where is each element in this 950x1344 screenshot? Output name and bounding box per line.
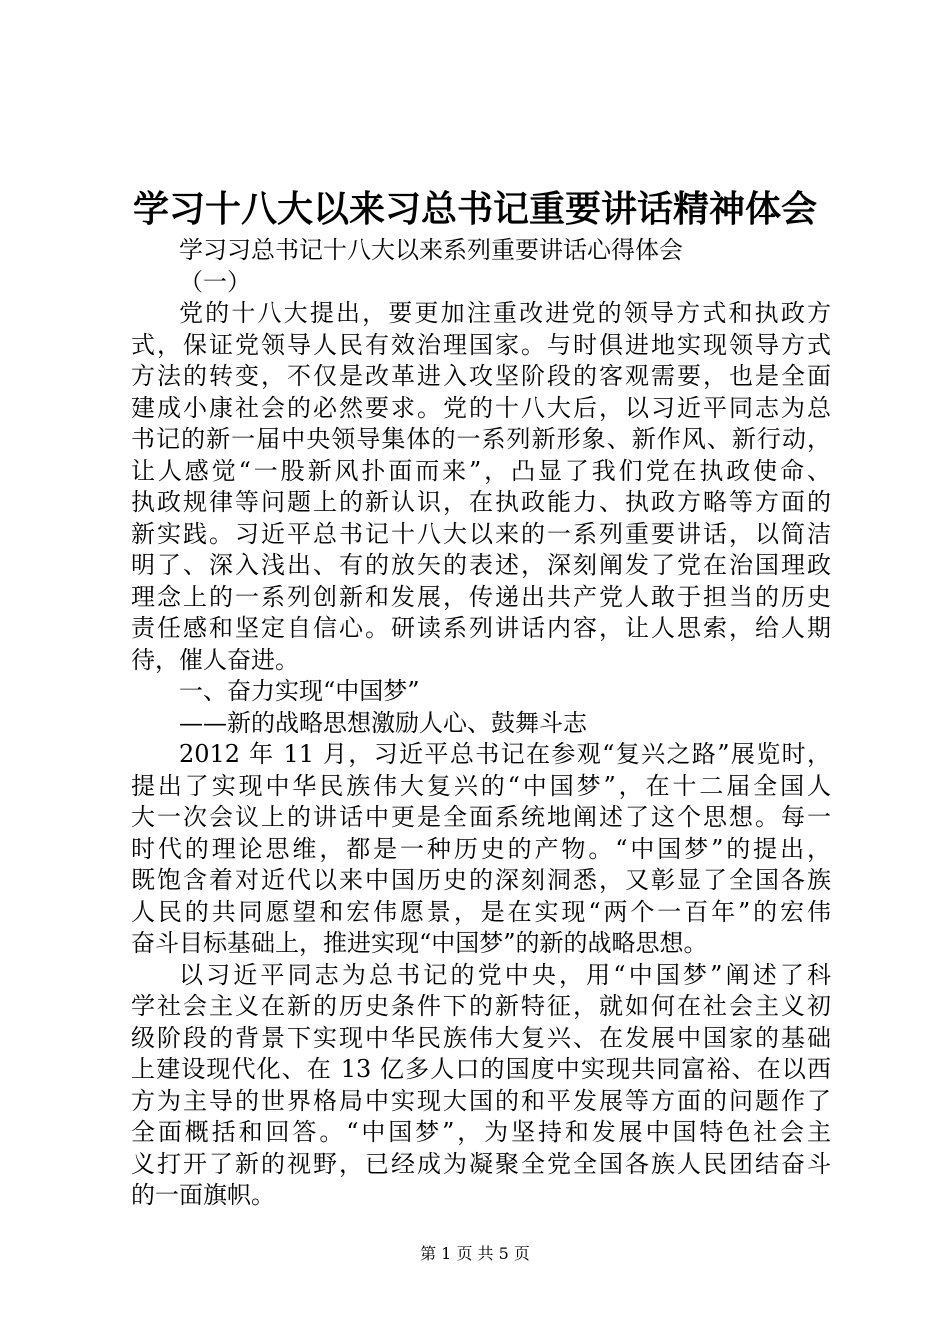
paragraph-line: 新实践。习近平总书记十八大以来的一系列重要讲话，以简洁	[131, 519, 831, 548]
paragraph-line: 式，保证党领导人民有效治理国家。与时俱进地实现领导方式	[131, 330, 831, 359]
section-heading: 一、奋力实现“中国梦”	[179, 677, 420, 705]
paragraph-line: 大一次会议上的讲话中更是全面系统地阐述了这个思想。每一	[131, 803, 831, 831]
paragraph-line: 执政规律等问题上的新认识，在执政能力、执政方略等方面的	[131, 488, 831, 516]
paragraph-line: 让人感觉“一股新风扑面而来”，凸显了我们党在执政使命、	[131, 456, 831, 485]
paragraph-line: 党的十八大提出，要更加注重改进党的领导方式和执政方	[179, 299, 831, 327]
paragraph-line: 级阶段的背景下实现中华民族伟大复兴、在发展中国家的基础	[131, 1023, 831, 1052]
document-title: 学习十八大以来习总书记重要讲话精神体会	[132, 189, 817, 230]
paragraph-line: 义打开了新的视野，已经成为凝聚全党全国各族人民团结奋斗	[131, 1149, 831, 1178]
paragraph-line: 人民的共同愿望和宏伟愿景，是在实现“两个一百年”的宏伟	[131, 897, 831, 926]
paragraph-line: 的一面旗帜。	[131, 1181, 275, 1209]
page-footer: 第 1 页 共 5 页	[420, 1244, 530, 1263]
paragraph-line: 责任感和坚定自信心。研读系列讲话内容，让人思索，给人期	[131, 614, 831, 642]
paragraph-line: 全面概括和回答。“中国梦”，为坚持和发展中国特色社会主	[131, 1118, 831, 1146]
paragraph-line: 以习近平同志为总书记的党中央，用“中国梦”阐述了科	[179, 960, 831, 989]
paragraph-line: 方为主导的世界格局中实现大国的和平发展等方面的问题作了	[131, 1086, 831, 1115]
paragraph-line: 理念上的一系列创新和发展，传递出共产党人敢于担当的历史	[131, 582, 831, 611]
paragraph-line: 建成小康社会的必然要求。党的十八大后，以习近平同志为总	[131, 393, 831, 422]
document-body	[131, 235, 831, 1212]
section-marker: （一）	[179, 267, 251, 296]
paragraph-line: 时代的理论思维，都是一种历史的产物。“中国梦”的提出，	[131, 834, 831, 863]
paragraph-line: 上建设现代化、在 13 亿多人口的国度中实现共同富裕、在以西	[131, 1055, 831, 1083]
paragraph-line: 既饱含着对近代以来中国历史的深刻洞悉，又彰显了全国各族	[131, 866, 831, 894]
paragraph-line: 学社会主义在新的历史条件下的新特征，就如何在社会主义初	[131, 992, 831, 1020]
paragraph-line: 待，催人奋进。	[131, 645, 299, 674]
paragraph-line: 2012 年 11 月，习近平总书记在参观“复兴之路”展览时，	[179, 740, 831, 768]
section-subheading: ——新的战略思想激励人心、鼓舞斗志	[179, 708, 587, 737]
paragraph-line: 奋斗目标基础上，推进实现“中国梦”的新的战略思想。	[131, 929, 708, 957]
paragraph-line: 方法的转变，不仅是改革进入攻坚阶段的客观需要，也是全面	[131, 362, 831, 390]
paragraph-line: 提出了实现中华民族伟大复兴的“中国梦”，在十二届全国人	[131, 771, 831, 800]
subtitle-line: 学习习总书记十八大以来系列重要讲话心得体会	[179, 236, 683, 264]
paragraph-line: 明了、深入浅出、有的放矢的表述，深刻阐发了党在治国理政	[131, 551, 831, 579]
paragraph-line: 书记的新一届中央领导集体的一系列新形象、新作风、新行动，	[131, 425, 831, 453]
